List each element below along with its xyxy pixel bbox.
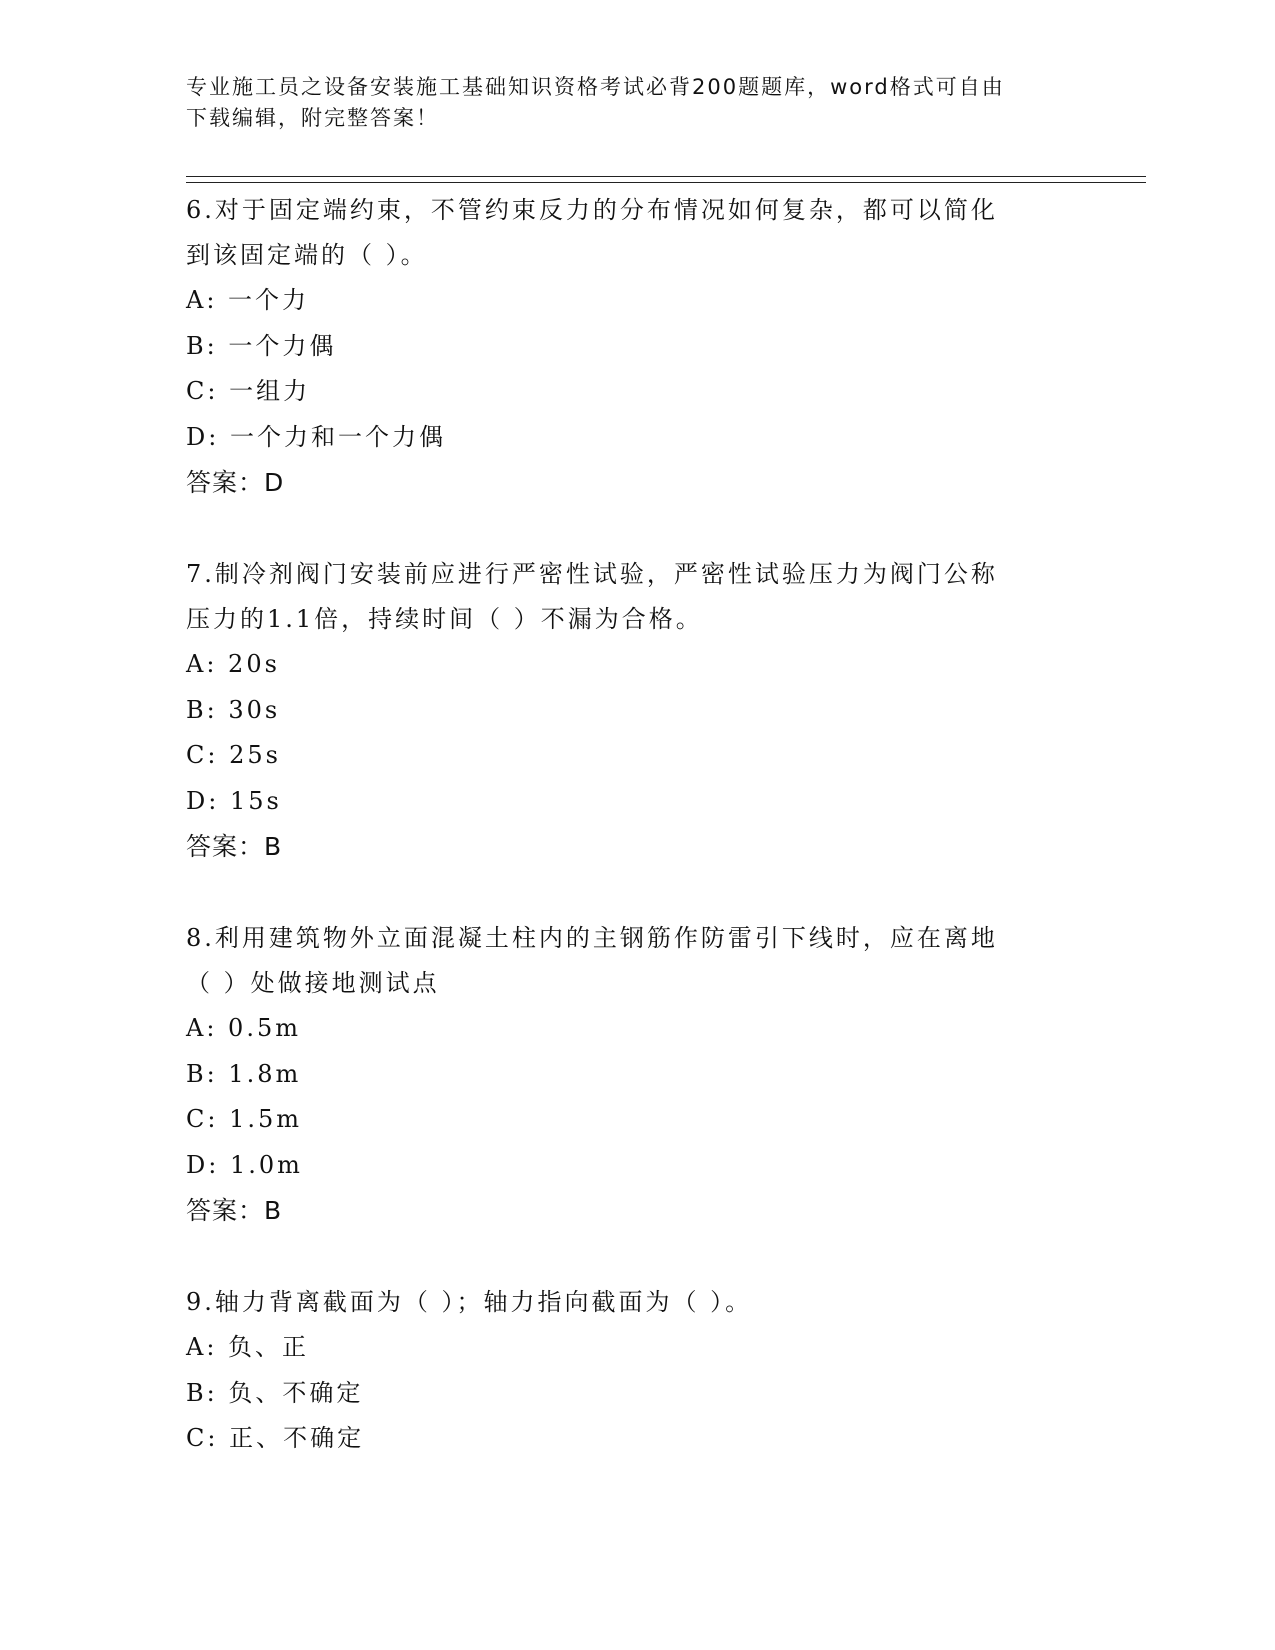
answer: 答案：B xyxy=(186,832,283,861)
option-c: C: 25s xyxy=(186,741,281,769)
option-c: C: 1.5m xyxy=(186,1105,303,1133)
option-b: B: 30s xyxy=(186,695,281,724)
question-stem: 9.轴力背离截面为（ ）；轴力指向截面为（ ）。 xyxy=(186,1288,753,1316)
question-8 xyxy=(186,916,1066,1233)
header-divider-bottom xyxy=(186,182,1146,183)
question-6 xyxy=(186,188,1066,505)
option-b: B: 负、不确定 xyxy=(186,1378,364,1407)
option-a: A: 0.5m xyxy=(186,1014,301,1042)
question-stem: 8.利用建筑物外立面混凝土柱内的主钢筋作防雷引下线时，应在离地 xyxy=(186,924,998,952)
option-c: C: 正、不确定 xyxy=(186,1424,365,1452)
option-d: D: 15s xyxy=(186,786,282,815)
option-c: C: 一组力 xyxy=(186,377,311,405)
option-d: D: 一个力和一个力偶 xyxy=(186,422,446,451)
option-b: B: 一个力偶 xyxy=(186,331,337,360)
question-stem-continued: （ ）处做接地测试点 xyxy=(186,969,440,997)
answer: 答案：B xyxy=(186,1196,283,1225)
option-a: A: 负、正 xyxy=(186,1333,310,1361)
question-7 xyxy=(186,552,1066,869)
document-header xyxy=(186,72,1066,134)
option-a: A: 20s xyxy=(186,650,280,678)
question-stem: 6.对于固定端约束，不管约束反力的分布情况如何复杂，都可以简化 xyxy=(186,196,998,224)
header-line-2: 下载编辑，附完整答案！ xyxy=(186,106,439,130)
header-line-1: 专业施工员之设备安装施工基础知识资格考试必背200题题库，word格式可自由 xyxy=(186,75,1005,99)
question-stem-continued: 到该固定端的（ ）。 xyxy=(186,241,428,269)
question-9 xyxy=(186,1280,1066,1462)
question-stem-continued: 压力的1.1倍，持续时间（ ）不漏为合格。 xyxy=(186,605,703,633)
question-stem: 7.制冷剂阀门安装前应进行严密性试验，严密性试验压力为阀门公称 xyxy=(186,560,998,588)
header-divider-top xyxy=(186,176,1146,177)
answer: 答案：D xyxy=(186,468,285,497)
option-b: B: 1.8m xyxy=(186,1059,302,1088)
option-a: A: 一个力 xyxy=(186,286,310,314)
option-d: D: 1.0m xyxy=(186,1150,303,1179)
